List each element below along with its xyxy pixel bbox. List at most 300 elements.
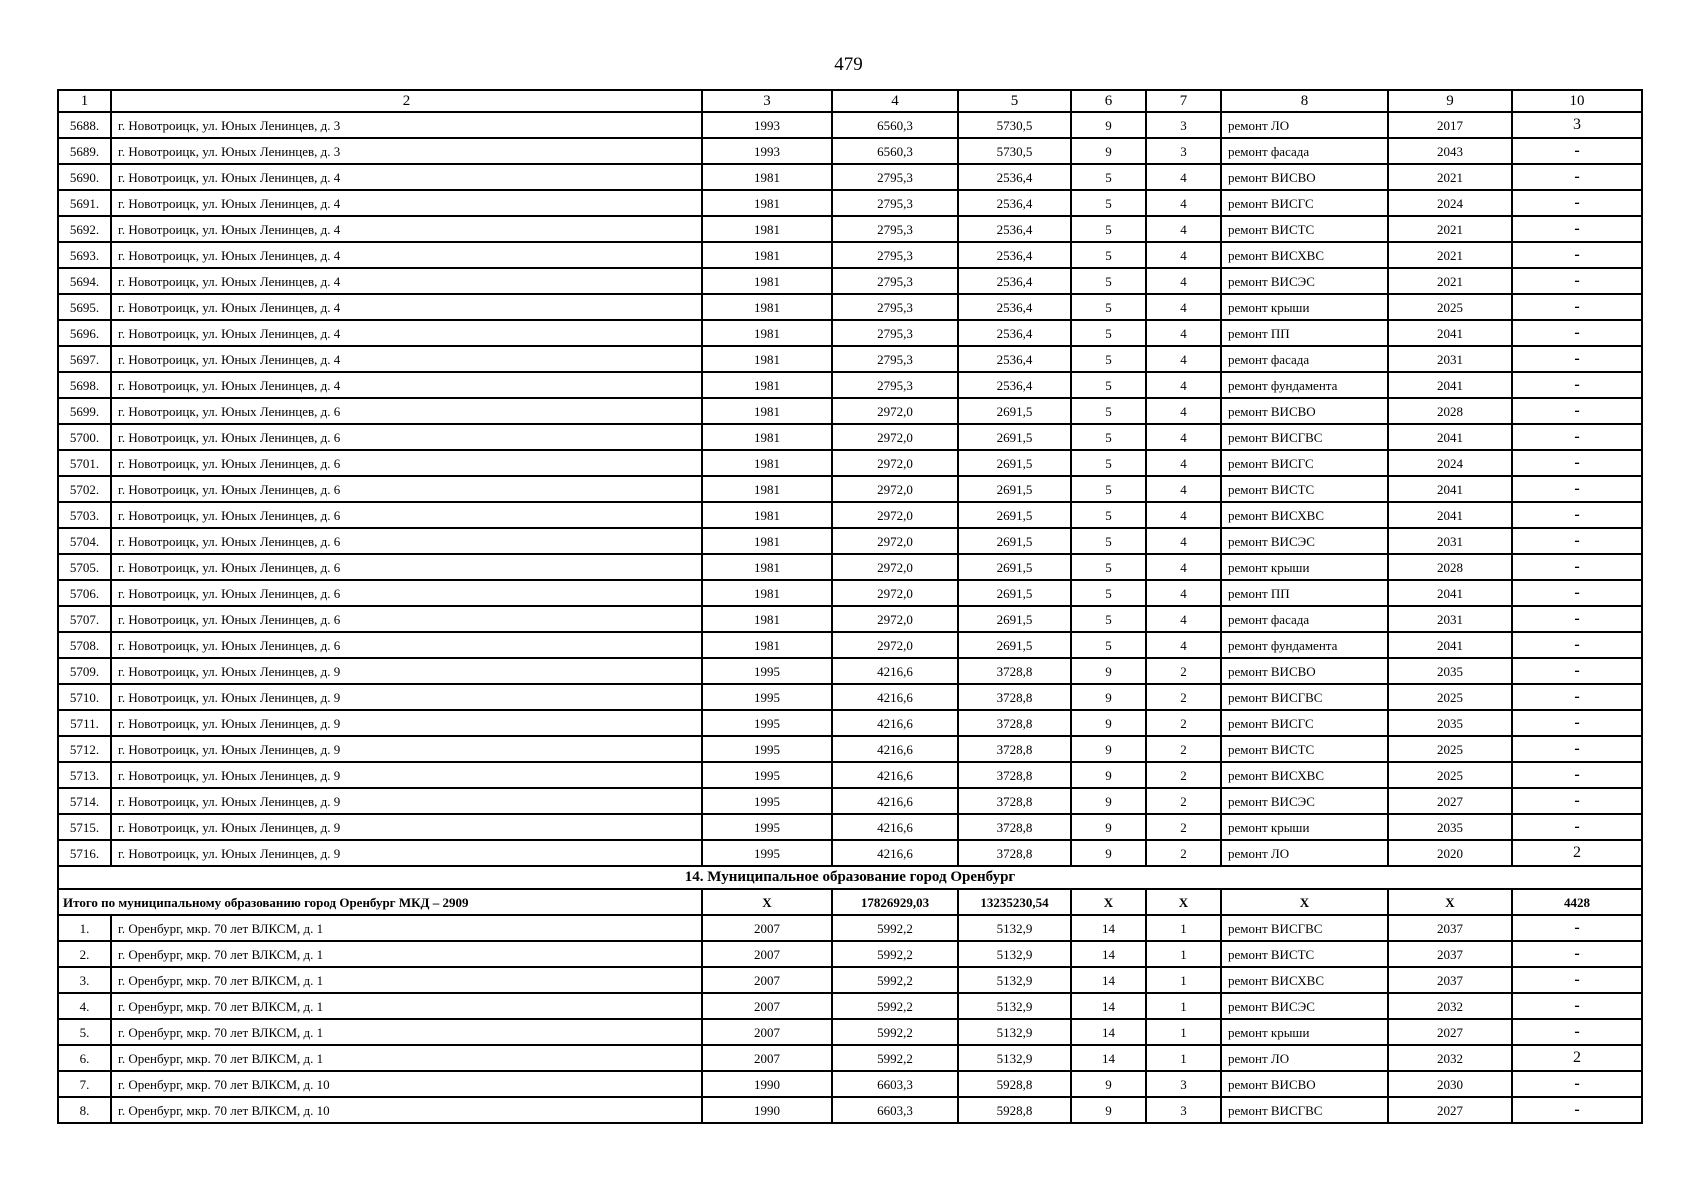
work-type-cell: ремонт фундамента	[1221, 632, 1388, 658]
entrances-cell: 4	[1146, 372, 1221, 398]
total-col-4: 17826929,03	[832, 889, 958, 915]
year-cell: 1981	[702, 398, 832, 424]
planned-year-cell: 2041	[1388, 372, 1512, 398]
work-type-cell: ремонт крыши	[1221, 1019, 1388, 1045]
address-cell: г. Оренбург, мкр. 70 лет ВЛКСМ, д. 1	[111, 915, 702, 941]
living-area-cell: 2691,5	[958, 632, 1071, 658]
table-row	[58, 476, 1642, 502]
row-number: 5702.	[58, 476, 111, 502]
table-row	[58, 268, 1642, 294]
address-cell: г. Оренбург, мкр. 70 лет ВЛКСМ, д. 1	[111, 1019, 702, 1045]
row-number: 5712.	[58, 736, 111, 762]
planned-year-cell: 2041	[1388, 320, 1512, 346]
entrances-cell: 2	[1146, 658, 1221, 684]
row-number: 5706.	[58, 580, 111, 606]
floors-cell: 5	[1071, 190, 1146, 216]
col-10-cell: -	[1512, 736, 1642, 762]
work-type-cell: ремонт ВИСХВС	[1221, 762, 1388, 788]
work-type-cell: ремонт ЛО	[1221, 112, 1388, 138]
address-cell: г. Новотроицк, ул. Юных Ленинцев, д. 9	[111, 762, 702, 788]
total-area-cell: 6603,3	[832, 1097, 958, 1123]
work-type-cell: ремонт крыши	[1221, 814, 1388, 840]
living-area-cell: 2536,4	[958, 294, 1071, 320]
table-row	[58, 658, 1642, 684]
year-cell: 1981	[702, 424, 832, 450]
row-number: 5705.	[58, 554, 111, 580]
floors-cell: 14	[1071, 1045, 1146, 1071]
floors-cell: 5	[1071, 632, 1146, 658]
entrances-cell: 4	[1146, 450, 1221, 476]
planned-year-cell: 2031	[1388, 346, 1512, 372]
col-10-cell: -	[1512, 424, 1642, 450]
planned-year-cell: 2037	[1388, 915, 1512, 941]
col-10-cell: -	[1512, 268, 1642, 294]
living-area-cell: 3728,8	[958, 736, 1071, 762]
total-area-cell: 2795,3	[832, 190, 958, 216]
year-cell: 1981	[702, 294, 832, 320]
floors-cell: 9	[1071, 736, 1146, 762]
planned-year-cell: 2028	[1388, 554, 1512, 580]
entrances-cell: 1	[1146, 1019, 1221, 1045]
col-10-cell: -	[1512, 502, 1642, 528]
entrances-cell: 2	[1146, 840, 1221, 866]
col-10-cell: -	[1512, 658, 1642, 684]
total-area-cell: 5992,2	[832, 993, 958, 1019]
year-cell: 2007	[702, 1019, 832, 1045]
entrances-cell: 2	[1146, 710, 1221, 736]
page-number: 479	[834, 54, 863, 75]
planned-year-cell: 2021	[1388, 268, 1512, 294]
table-row	[58, 554, 1642, 580]
total-area-cell: 2972,0	[832, 398, 958, 424]
entrances-cell: 4	[1146, 242, 1221, 268]
year-cell: 1981	[702, 268, 832, 294]
work-type-cell: ремонт ВИСГВС	[1221, 424, 1388, 450]
living-area-cell: 2536,4	[958, 190, 1071, 216]
work-type-cell: ремонт крыши	[1221, 554, 1388, 580]
table-row	[58, 320, 1642, 346]
planned-year-cell: 2037	[1388, 967, 1512, 993]
floors-cell: 9	[1071, 814, 1146, 840]
entrances-cell: 4	[1146, 320, 1221, 346]
entrances-cell: 4	[1146, 164, 1221, 190]
planned-year-cell: 2041	[1388, 632, 1512, 658]
table-row	[58, 684, 1642, 710]
work-type-cell: ремонт ВИСГС	[1221, 450, 1388, 476]
living-area-cell: 2536,4	[958, 320, 1071, 346]
row-number: 5694.	[58, 268, 111, 294]
living-area-cell: 2691,5	[958, 554, 1071, 580]
year-cell: 1981	[702, 554, 832, 580]
row-number: 3.	[58, 967, 111, 993]
row-number: 2.	[58, 941, 111, 967]
row-number: 5697.	[58, 346, 111, 372]
entrances-cell: 1	[1146, 967, 1221, 993]
col-10-cell: -	[1512, 814, 1642, 840]
floors-cell: 5	[1071, 528, 1146, 554]
planned-year-cell: 2021	[1388, 216, 1512, 242]
entrances-cell: 4	[1146, 268, 1221, 294]
living-area-cell: 5132,9	[958, 967, 1071, 993]
column-number: 6	[1071, 90, 1146, 112]
planned-year-cell: 2030	[1388, 1071, 1512, 1097]
year-cell: 1981	[702, 320, 832, 346]
row-number: 1.	[58, 915, 111, 941]
floors-cell: 14	[1071, 1019, 1146, 1045]
work-type-cell: ремонт ВИСВО	[1221, 658, 1388, 684]
column-number: 3	[702, 90, 832, 112]
total-area-cell: 6603,3	[832, 1071, 958, 1097]
address-cell: г. Оренбург, мкр. 70 лет ВЛКСМ, д. 1	[111, 1045, 702, 1071]
col-10-cell: -	[1512, 710, 1642, 736]
living-area-cell: 3728,8	[958, 684, 1071, 710]
total-area-cell: 6560,3	[832, 112, 958, 138]
address-cell: г. Новотроицк, ул. Юных Ленинцев, д. 9	[111, 840, 702, 866]
table-row	[58, 424, 1642, 450]
floors-cell: 9	[1071, 112, 1146, 138]
total-area-cell: 2795,3	[832, 346, 958, 372]
table-row	[58, 502, 1642, 528]
total-area-cell: 5992,2	[832, 1019, 958, 1045]
year-cell: 2007	[702, 967, 832, 993]
col-10-cell: -	[1512, 993, 1642, 1019]
table-row	[58, 1097, 1642, 1123]
planned-year-cell: 2043	[1388, 138, 1512, 164]
address-cell: г. Новотроицк, ул. Юных Ленинцев, д. 6	[111, 424, 702, 450]
col-10-cell: -	[1512, 372, 1642, 398]
planned-year-cell: 2021	[1388, 242, 1512, 268]
address-cell: г. Новотроицк, ул. Юных Ленинцев, д. 4	[111, 242, 702, 268]
column-number-row	[58, 90, 1642, 112]
year-cell: 1981	[702, 606, 832, 632]
table-row	[58, 993, 1642, 1019]
row-number: 5714.	[58, 788, 111, 814]
floors-cell: 5	[1071, 346, 1146, 372]
table-row	[58, 941, 1642, 967]
table-row	[58, 528, 1642, 554]
year-cell: 1995	[702, 762, 832, 788]
living-area-cell: 3728,8	[958, 814, 1071, 840]
row-number: 5701.	[58, 450, 111, 476]
col-10-cell: -	[1512, 941, 1642, 967]
entrances-cell: 4	[1146, 528, 1221, 554]
table-row	[58, 710, 1642, 736]
planned-year-cell: 2041	[1388, 502, 1512, 528]
total-area-cell: 2972,0	[832, 606, 958, 632]
work-type-cell: ремонт ВИСТС	[1221, 736, 1388, 762]
address-cell: г. Новотроицк, ул. Юных Ленинцев, д. 4	[111, 164, 702, 190]
planned-year-cell: 2032	[1388, 1045, 1512, 1071]
floors-cell: 14	[1071, 993, 1146, 1019]
table-row	[58, 788, 1642, 814]
row-number: 7.	[58, 1071, 111, 1097]
col-10-cell: -	[1512, 138, 1642, 164]
address-cell: г. Новотроицк, ул. Юных Ленинцев, д. 9	[111, 736, 702, 762]
floors-cell: 5	[1071, 450, 1146, 476]
living-area-cell: 2691,5	[958, 476, 1071, 502]
total-area-cell: 4216,6	[832, 710, 958, 736]
living-area-cell: 5132,9	[958, 941, 1071, 967]
row-number: 8.	[58, 1097, 111, 1123]
work-type-cell: ремонт фасада	[1221, 606, 1388, 632]
address-cell: г. Новотроицк, ул. Юных Ленинцев, д. 9	[111, 814, 702, 840]
entrances-cell: 1	[1146, 993, 1221, 1019]
floors-cell: 5	[1071, 424, 1146, 450]
address-cell: г. Новотроицк, ул. Юных Ленинцев, д. 9	[111, 788, 702, 814]
planned-year-cell: 2041	[1388, 580, 1512, 606]
planned-year-cell: 2027	[1388, 1019, 1512, 1045]
col-10-cell: -	[1512, 967, 1642, 993]
table-row	[58, 606, 1642, 632]
row-number: 5707.	[58, 606, 111, 632]
total-area-cell: 4216,6	[832, 840, 958, 866]
work-type-cell: ремонт ВИСТС	[1221, 941, 1388, 967]
row-number: 5709.	[58, 658, 111, 684]
floors-cell: 9	[1071, 138, 1146, 164]
total-area-cell: 2795,3	[832, 242, 958, 268]
col-10-cell: -	[1512, 242, 1642, 268]
work-type-cell: ремонт ЛО	[1221, 1045, 1388, 1071]
row-number: 5.	[58, 1019, 111, 1045]
year-cell: 2007	[702, 915, 832, 941]
planned-year-cell: 2024	[1388, 190, 1512, 216]
planned-year-cell: 2035	[1388, 710, 1512, 736]
entrances-cell: 1	[1146, 1045, 1221, 1071]
row-number: 4.	[58, 993, 111, 1019]
year-cell: 1995	[702, 736, 832, 762]
table-row	[58, 580, 1642, 606]
living-area-cell: 2691,5	[958, 450, 1071, 476]
table-row	[58, 632, 1642, 658]
year-cell: 1981	[702, 632, 832, 658]
row-number: 5703.	[58, 502, 111, 528]
work-type-cell: ремонт ВИСТС	[1221, 476, 1388, 502]
floors-cell: 9	[1071, 1097, 1146, 1123]
work-type-cell: ремонт ВИСВО	[1221, 164, 1388, 190]
col-10-cell: -	[1512, 346, 1642, 372]
col-10-cell: -	[1512, 554, 1642, 580]
planned-year-cell: 2025	[1388, 684, 1512, 710]
floors-cell: 5	[1071, 268, 1146, 294]
living-area-cell: 2691,5	[958, 580, 1071, 606]
column-number: 7	[1146, 90, 1221, 112]
floors-cell: 5	[1071, 554, 1146, 580]
total-area-cell: 4216,6	[832, 658, 958, 684]
table-row	[58, 346, 1642, 372]
entrances-cell: 4	[1146, 554, 1221, 580]
address-cell: г. Новотроицк, ул. Юных Ленинцев, д. 6	[111, 606, 702, 632]
entrances-cell: 3	[1146, 1097, 1221, 1123]
address-cell: г. Оренбург, мкр. 70 лет ВЛКСМ, д. 1	[111, 993, 702, 1019]
total-label: Итого по муниципальному образованию город Оренбург МКД – 2909	[58, 889, 702, 915]
living-area-cell: 2536,4	[958, 372, 1071, 398]
total-area-cell: 2972,0	[832, 554, 958, 580]
address-cell: г. Новотроицк, ул. Юных Ленинцев, д. 6	[111, 398, 702, 424]
year-cell: 2007	[702, 1045, 832, 1071]
work-type-cell: ремонт ВИСХВС	[1221, 502, 1388, 528]
planned-year-cell: 2017	[1388, 112, 1512, 138]
entrances-cell: 3	[1146, 112, 1221, 138]
table-row	[58, 190, 1642, 216]
table-row	[58, 294, 1642, 320]
address-cell: г. Новотроицк, ул. Юных Ленинцев, д. 4	[111, 216, 702, 242]
entrances-cell: 4	[1146, 632, 1221, 658]
col-10-cell: -	[1512, 684, 1642, 710]
total-area-cell: 2972,0	[832, 632, 958, 658]
planned-year-cell: 2020	[1388, 840, 1512, 866]
col-10-cell: -	[1512, 1019, 1642, 1045]
total-area-cell: 5992,2	[832, 1045, 958, 1071]
col-10-cell: 2	[1512, 840, 1642, 866]
living-area-cell: 5730,5	[958, 138, 1071, 164]
total-area-cell: 2972,0	[832, 528, 958, 554]
living-area-cell: 2691,5	[958, 606, 1071, 632]
living-area-cell: 3728,8	[958, 840, 1071, 866]
living-area-cell: 2691,5	[958, 424, 1071, 450]
total-area-cell: 5992,2	[832, 941, 958, 967]
year-cell: 1993	[702, 138, 832, 164]
planned-year-cell: 2025	[1388, 736, 1512, 762]
total-area-cell: 4216,6	[832, 684, 958, 710]
total-area-cell: 2795,3	[832, 320, 958, 346]
entrances-cell: 2	[1146, 762, 1221, 788]
year-cell: 1981	[702, 346, 832, 372]
table-row	[58, 372, 1642, 398]
work-type-cell: ремонт ВИСВО	[1221, 1071, 1388, 1097]
year-cell: 1981	[702, 502, 832, 528]
col-10-cell: -	[1512, 476, 1642, 502]
living-area-cell: 5928,8	[958, 1071, 1071, 1097]
row-number: 5708.	[58, 632, 111, 658]
year-cell: 1995	[702, 658, 832, 684]
work-type-cell: ремонт фасада	[1221, 346, 1388, 372]
col-10-cell: -	[1512, 915, 1642, 941]
work-type-cell: ремонт ВИСЭС	[1221, 528, 1388, 554]
planned-year-cell: 2021	[1388, 164, 1512, 190]
living-area-cell: 3728,8	[958, 710, 1071, 736]
col-10-cell: -	[1512, 398, 1642, 424]
col-10-cell: -	[1512, 164, 1642, 190]
living-area-cell: 2691,5	[958, 528, 1071, 554]
address-cell: г. Новотроицк, ул. Юных Ленинцев, д. 6	[111, 580, 702, 606]
address-cell: г. Новотроицк, ул. Юных Ленинцев, д. 6	[111, 632, 702, 658]
entrances-cell: 4	[1146, 190, 1221, 216]
col-10-cell: -	[1512, 190, 1642, 216]
table-row	[58, 112, 1642, 138]
planned-year-cell: 2032	[1388, 993, 1512, 1019]
floors-cell: 5	[1071, 242, 1146, 268]
row-number: 5716.	[58, 840, 111, 866]
entrances-cell: 4	[1146, 580, 1221, 606]
address-cell: г. Новотроицк, ул. Юных Ленинцев, д. 4	[111, 268, 702, 294]
work-type-cell: ремонт ВИСЭС	[1221, 268, 1388, 294]
work-type-cell: ремонт ВИСГС	[1221, 190, 1388, 216]
living-area-cell: 2536,4	[958, 346, 1071, 372]
work-type-cell: ремонт ПП	[1221, 580, 1388, 606]
year-cell: 1981	[702, 216, 832, 242]
work-type-cell: ремонт ВИСВО	[1221, 398, 1388, 424]
total-col-8: Х	[1221, 889, 1388, 915]
planned-year-cell: 2037	[1388, 941, 1512, 967]
address-cell: г. Оренбург, мкр. 70 лет ВЛКСМ, д. 1	[111, 967, 702, 993]
column-number: 9	[1388, 90, 1512, 112]
col-10-cell: -	[1512, 450, 1642, 476]
address-cell: г. Новотроицк, ул. Юных Ленинцев, д. 6	[111, 450, 702, 476]
work-type-cell: ремонт ВИСГВС	[1221, 915, 1388, 941]
total-col-5: 13235230,54	[958, 889, 1071, 915]
year-cell: 1990	[702, 1071, 832, 1097]
row-number: 5710.	[58, 684, 111, 710]
col-10-cell: -	[1512, 606, 1642, 632]
total-col-6: Х	[1071, 889, 1146, 915]
row-number: 5689.	[58, 138, 111, 164]
living-area-cell: 5928,8	[958, 1097, 1071, 1123]
floors-cell: 5	[1071, 476, 1146, 502]
address-cell: г. Новотроицк, ул. Юных Ленинцев, д. 3	[111, 112, 702, 138]
year-cell: 1995	[702, 814, 832, 840]
row-number: 5695.	[58, 294, 111, 320]
address-cell: г. Новотроицк, ул. Юных Ленинцев, д. 9	[111, 658, 702, 684]
living-area-cell: 2536,4	[958, 216, 1071, 242]
work-type-cell: ремонт ВИСГВС	[1221, 1097, 1388, 1123]
floors-cell: 9	[1071, 1071, 1146, 1097]
total-col-10: 4428	[1512, 889, 1642, 915]
table-row	[58, 138, 1642, 164]
register-table	[57, 89, 1643, 1124]
work-type-cell: ремонт ВИСЭС	[1221, 993, 1388, 1019]
floors-cell: 5	[1071, 606, 1146, 632]
planned-year-cell: 2041	[1388, 424, 1512, 450]
planned-year-cell: 2031	[1388, 528, 1512, 554]
entrances-cell: 1	[1146, 941, 1221, 967]
entrances-cell: 4	[1146, 424, 1221, 450]
col-10-cell: -	[1512, 1071, 1642, 1097]
address-cell: г. Новотроицк, ул. Юных Ленинцев, д. 3	[111, 138, 702, 164]
entrances-cell: 4	[1146, 398, 1221, 424]
year-cell: 1981	[702, 528, 832, 554]
entrances-cell: 1	[1146, 915, 1221, 941]
total-area-cell: 6560,3	[832, 138, 958, 164]
row-number: 5704.	[58, 528, 111, 554]
floors-cell: 5	[1071, 320, 1146, 346]
work-type-cell: ремонт ВИСГС	[1221, 710, 1388, 736]
entrances-cell: 2	[1146, 788, 1221, 814]
column-number: 5	[958, 90, 1071, 112]
row-number: 5715.	[58, 814, 111, 840]
planned-year-cell: 2025	[1388, 294, 1512, 320]
table-row	[58, 164, 1642, 190]
planned-year-cell: 2028	[1388, 398, 1512, 424]
address-cell: г. Новотроицк, ул. Юных Ленинцев, д. 6	[111, 528, 702, 554]
floors-cell: 9	[1071, 684, 1146, 710]
row-number: 5711.	[58, 710, 111, 736]
entrances-cell: 4	[1146, 606, 1221, 632]
row-number: 5698.	[58, 372, 111, 398]
total-area-cell: 2795,3	[832, 216, 958, 242]
table-row	[58, 398, 1642, 424]
table-row	[58, 915, 1642, 941]
address-cell: г. Новотроицк, ул. Юных Ленинцев, д. 4	[111, 190, 702, 216]
col-10-cell: 3	[1512, 112, 1642, 138]
column-number: 10	[1512, 90, 1642, 112]
year-cell: 1995	[702, 788, 832, 814]
row-number: 5692.	[58, 216, 111, 242]
total-area-cell: 2795,3	[832, 268, 958, 294]
address-cell: г. Новотроицк, ул. Юных Ленинцев, д. 6	[111, 502, 702, 528]
year-cell: 1995	[702, 840, 832, 866]
living-area-cell: 5132,9	[958, 915, 1071, 941]
col-10-cell: -	[1512, 580, 1642, 606]
